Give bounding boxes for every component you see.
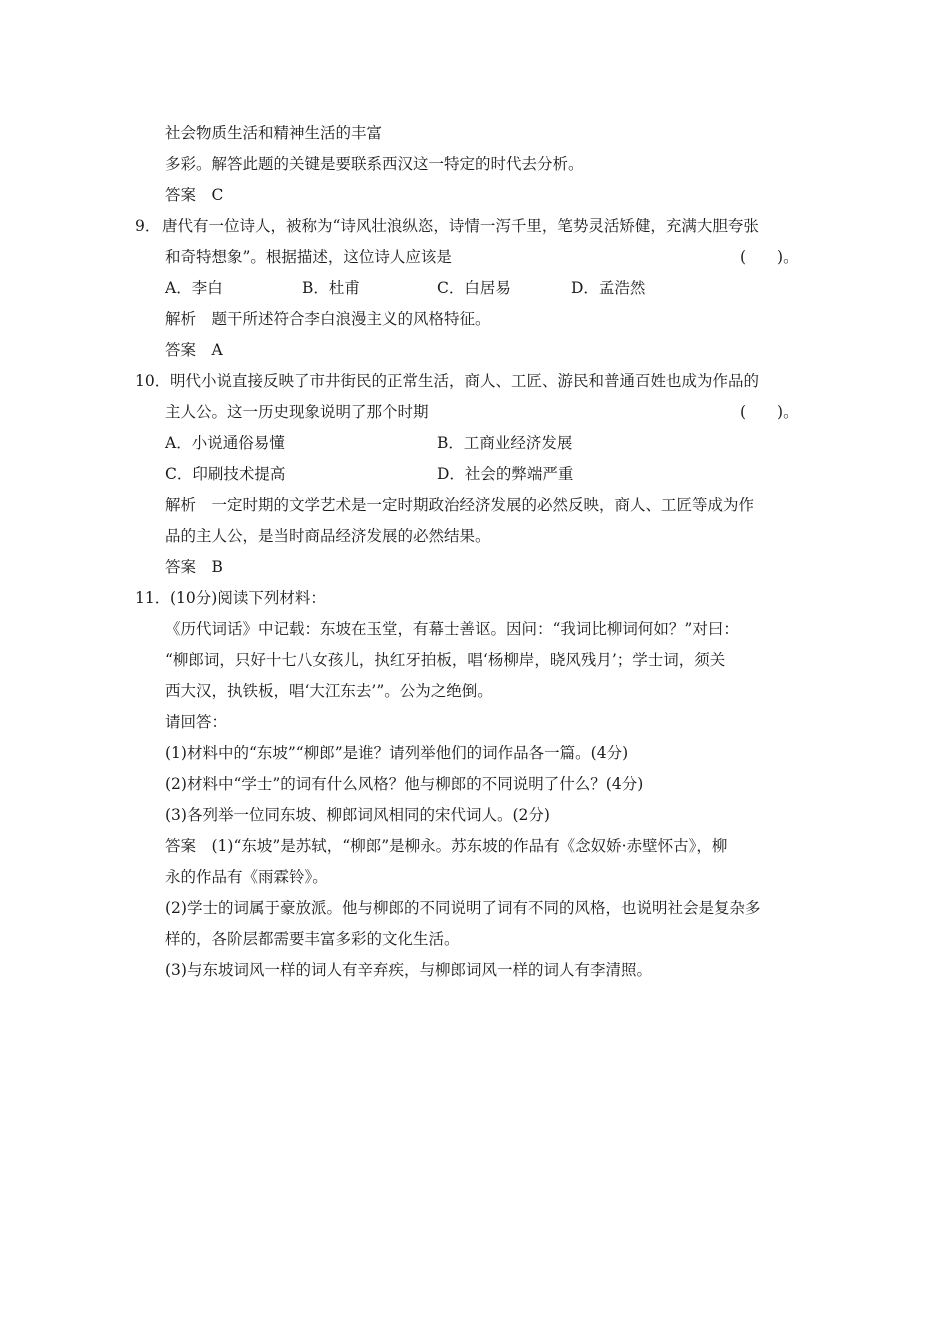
q10-option-c: C．印刷技术提高 — [165, 465, 286, 483]
q9-stem-line-2: 和奇特想象”。根据描述，这位诗人应该是 — [165, 248, 452, 266]
q11-material-line-3: 西大汉，执铁板，唱‘大江东去’”。公为之绝倒。 — [165, 682, 493, 700]
q9-option-c: C．白居易 — [437, 279, 511, 297]
q10-number: 10． — [135, 372, 171, 390]
q10-analysis-line-2: 品的主人公，是当时商品经济发展的必然结果。 — [165, 527, 491, 545]
q9-answer-blank: ( )。 — [740, 248, 799, 266]
q11-material-line-1: 《历代词话》中记载：东坡在玉堂，有幕士善讴。因问：“我词比柳词何如？”对曰： — [165, 620, 739, 638]
q10-stem-line-1: 明代小说直接反映了市井街民的正常生活，商人、工匠、游民和普通百姓也成为作品的 — [170, 372, 760, 390]
q11-answer-1-line-1: 答案 (1)“东坡”是苏轼，“柳郎”是柳永。苏东坡的作品有《念奴娇·赤壁怀古》，柳 — [165, 837, 728, 855]
q10-answer: 答案 B — [165, 558, 223, 576]
q9-answer: 答案 A — [165, 341, 223, 359]
prev-analysis-line-1: 社会物质生活和精神生活的丰富 — [165, 124, 383, 142]
q9-option-a: A．李白 — [165, 279, 223, 297]
q11-material-line-2: “柳郎词，只好十七八女孩儿，执红牙拍板，唱‘杨柳岸，晓风残月’；学士词，须关 — [165, 651, 726, 669]
q10-option-a: A．小说通俗易懂 — [165, 434, 285, 452]
q11-answer-3: (3)与东坡词风一样的词人有辛弃疾，与柳郎词风一样的词人有李清照。 — [165, 961, 652, 979]
q9-option-b: B．杜甫 — [302, 279, 360, 297]
q10-analysis-line-1: 解析 一定时期的文学艺术是一定时期政治经济发展的必然反映，商人、工匠等成为作 — [165, 496, 755, 514]
q11-prompt: 请回答： — [165, 713, 228, 731]
q10-option-b: B．工商业经济发展 — [437, 434, 573, 452]
q11-sub-question-2: (2)材料中“学士”的词有什么风格？他与柳郎的不同说明了什么？(4分) — [165, 775, 644, 793]
q11-number: 11． — [135, 589, 171, 607]
q9-option-d: D．孟浩然 — [571, 279, 646, 297]
q10-option-d: D．社会的弊端严重 — [437, 465, 574, 483]
q11-answer-2-line-2: 样的，各阶层都需要丰富多彩的文化生活。 — [165, 930, 460, 948]
q10-answer-blank: ( )。 — [740, 403, 799, 421]
q9-stem-line-1: 唐代有一位诗人，被称为“诗风壮浪纵恣，诗情一泻千里，笔势灵活矫健，充满大胆夸张 — [162, 217, 759, 235]
q11-sub-question-1: (1)材料中的“东坡”“柳郎”是谁？请列举他们的词作品各一篇。(4分) — [165, 744, 629, 762]
q11-stem: (10分)阅读下列材料： — [170, 589, 326, 607]
q10-stem-line-2: 主人公。这一历史现象说明了那个时期 — [165, 403, 429, 421]
q11-sub-question-3: (3)各列举一位同东坡、柳郎词风相同的宋代词人。(2分) — [165, 806, 550, 824]
q11-answer-2-line-1: (2)学士的词属于豪放派。他与柳郎的不同说明了词有不同的风格，也说明社会是复杂多 — [165, 899, 761, 917]
prev-analysis-line-2: 多彩。解答此题的关键是要联系西汉这一特定的时代去分析。 — [165, 155, 584, 173]
q11-answer-1-line-2: 永的作品有《雨霖铃》。 — [165, 868, 328, 886]
q9-number: 9． — [135, 217, 161, 235]
q9-analysis: 解析 题干所述符合李白浪漫主义的风格特征。 — [165, 310, 491, 328]
prev-answer: 答案 C — [165, 186, 224, 204]
